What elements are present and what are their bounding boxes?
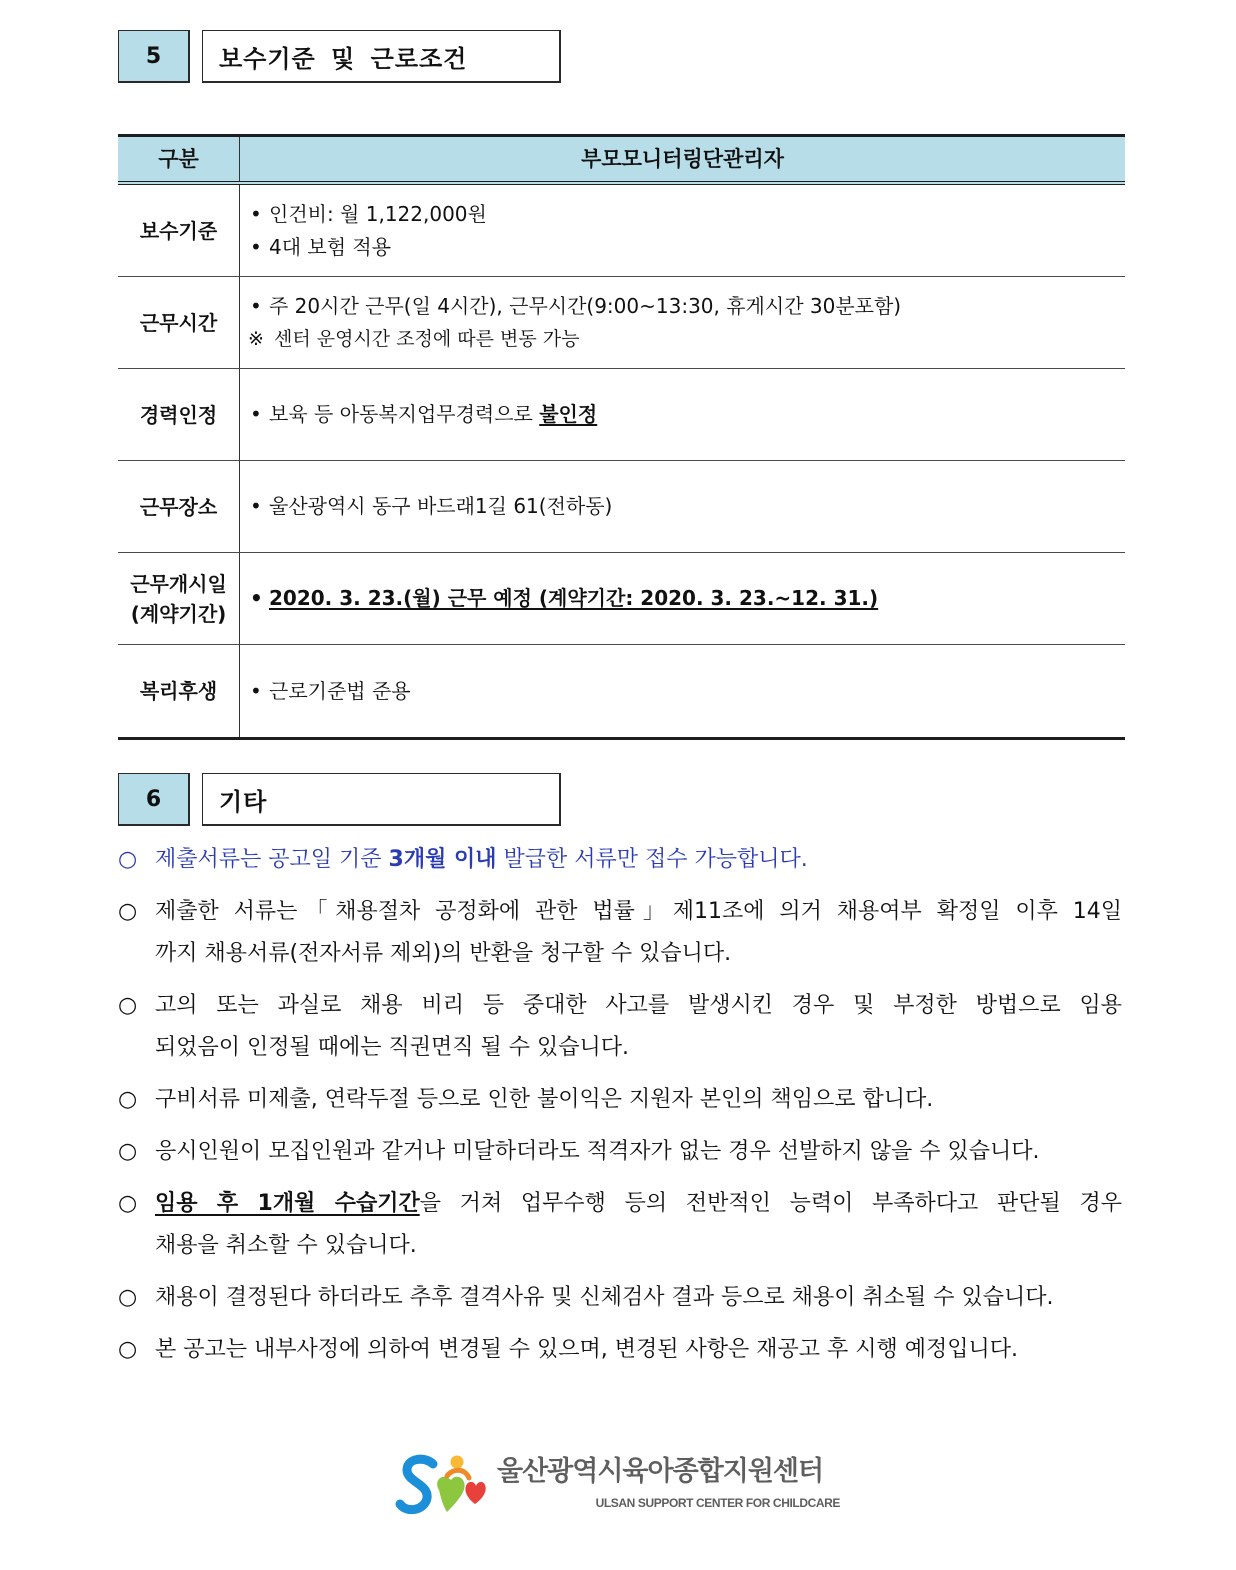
note-line: 채용을 취소할 수 있습니다. (155, 1233, 417, 1258)
bullet-marker: • (250, 234, 262, 259)
content-line (250, 582, 1115, 615)
content-text: 울산광역시 동구 바드래1길 61(전하동) (269, 494, 613, 518)
section-5-heading (118, 30, 561, 83)
bullet-marker: • (250, 678, 262, 703)
note-text (155, 1277, 1122, 1319)
row-content (240, 553, 1125, 644)
note-text (155, 985, 1122, 1069)
list-item (118, 1329, 1122, 1371)
content-text: 인건비: 월 1,122,000원 (269, 201, 487, 226)
header-category: 구분 (118, 137, 240, 181)
note-line (155, 839, 1122, 881)
bullet-marker: • (250, 201, 262, 226)
notes-list (118, 839, 1122, 1381)
circle-marker: ○ (118, 1191, 138, 1216)
row-label-text: 경력인정 (139, 402, 218, 427)
note-line: 구비서류 미제출, 연락두절 등으로 인한 불이익은 지원자 본인의 책임으로 합니다. (155, 1087, 934, 1112)
row-label (118, 461, 240, 552)
row-label-text: 근무시간 (139, 310, 218, 335)
center-logo-icon (395, 1452, 489, 1518)
content-text: 4대 보험 적용 (269, 234, 392, 259)
row-label (118, 277, 240, 368)
content-line (250, 675, 1115, 708)
row-content (240, 185, 1125, 276)
row-label-text: 근무개시일 (130, 571, 227, 596)
row-label-subtext: (계약기간) (130, 601, 227, 626)
table-row-welfare (118, 645, 1125, 737)
reference-mark: ※ (248, 327, 264, 350)
note-text (155, 1079, 1122, 1121)
content-text: 센터 운영시간 조정에 따른 변동 가능 (274, 327, 580, 350)
table-row-work-hours (118, 277, 1125, 369)
content-line (250, 398, 1115, 431)
note-line: 채용이 결정된다 하더라도 추후 결격사유 및 신체검사 결과 등으로 채용이 취소될 수 있습니다. (155, 1285, 1054, 1310)
content-line (250, 198, 1115, 231)
content-text: 주 20시간 근무(일 4시간), 근무시간(9:00~13:30, 휴게시간 30분포함) (269, 293, 902, 318)
note-text (155, 891, 1122, 975)
section-6-title: 기타 (202, 773, 561, 826)
section-6-number: 6 (118, 773, 190, 826)
note-line: 제출한 서류는「채용절차 공정화에 관한 법률」제11조에 의거 채용여부 확정일 이후 14일 (155, 899, 1122, 924)
list-item (118, 985, 1122, 1069)
section-6-heading (118, 773, 561, 826)
content-line (250, 290, 1115, 323)
circle-marker: ○ (118, 1285, 138, 1310)
note-line: 고의 또는 과실로 채용 비리 등 중대한 사고를 발생시킨 경우 및 부정한 방법으로 임용 (155, 993, 1122, 1018)
organization-name-english: ULSAN SUPPORT CENTER FOR CHILDCARE (595, 1496, 840, 1510)
header-position: 부모모니터링단관리자 (581, 146, 784, 171)
circle-marker: ○ (118, 847, 138, 872)
conditions-table (118, 134, 1125, 740)
list-item (118, 1277, 1122, 1319)
table-row-work-location (118, 461, 1125, 553)
content-note-line (250, 323, 1115, 356)
row-label (118, 645, 240, 737)
list-item (118, 839, 1122, 881)
circle-marker: ○ (118, 899, 138, 924)
row-label (118, 553, 240, 644)
table-row-start-date (118, 553, 1125, 645)
note-line: 되었음이 인정될 때에는 직권면직 될 수 있습니다. (155, 1035, 629, 1060)
row-label-text: 보수기준 (139, 218, 218, 243)
note-text-segment: 발급한 서류만 접수 가능합니다. (496, 847, 808, 872)
row-label (118, 369, 240, 460)
table-row-career-recognition (118, 369, 1125, 461)
note-text (155, 839, 1122, 881)
circle-marker: ○ (118, 1337, 138, 1362)
bullet-marker: • (250, 402, 262, 426)
content-text: 보육 등 아동복지업무경력으로 (269, 402, 540, 426)
bullet-marker: • (250, 586, 263, 610)
content-line (250, 490, 1115, 523)
content-emphasis: 불인정 (539, 402, 598, 426)
bullet-marker: • (250, 293, 262, 318)
section-5-number: 5 (118, 30, 190, 83)
note-text (155, 1329, 1122, 1371)
note-emphasis: 3개월 이내 (388, 847, 497, 872)
row-label-text: 근무장소 (139, 494, 218, 519)
list-item (118, 1183, 1122, 1267)
list-item (118, 1131, 1122, 1173)
organization-name: 울산광역시육아종합지원센터 (497, 1456, 824, 1487)
note-line: 본 공고는 내부사정에 의하여 변경될 수 있으며, 변경된 사항은 재공고 후 시행 예정입니다. (155, 1337, 1018, 1362)
content-emphasis: 2020. 3. 23.(월) 근무 예정 (계약기간: 2020. 3. 23.~12. 31.) (269, 586, 879, 610)
note-line (155, 1183, 1122, 1225)
note-line: 응시인원이 모집인원과 같거나 미달하더라도 적격자가 없는 경우 선발하지 않을 수 있습니다. (155, 1139, 1040, 1164)
note-line: 까지 채용서류(전자서류 제외)의 반환을 청구할 수 있습니다. (155, 941, 732, 966)
note-text-segment: 을 거쳐 업무수행 등의 전반적인 능력이 부족하다고 판단될 경우 (419, 1191, 1122, 1216)
list-item (118, 1079, 1122, 1121)
content-text: 근로기준법 준용 (269, 678, 411, 703)
footer-logo (395, 1450, 845, 1520)
row-label-text: 복리후생 (139, 679, 218, 703)
note-emphasis: 임용 후 1개월 수습기간 (155, 1191, 420, 1216)
table-header-row (118, 137, 1125, 185)
section-5-title: 보수기준 및 근로조건 (202, 30, 561, 83)
table-row-pay-standard (118, 185, 1125, 277)
row-content (240, 369, 1125, 460)
note-text (155, 1131, 1122, 1173)
row-content (240, 461, 1125, 552)
content-line (250, 231, 1115, 264)
list-item (118, 891, 1122, 975)
row-label (118, 185, 240, 276)
row-content (240, 645, 1125, 737)
note-text (155, 1183, 1122, 1267)
row-content (240, 277, 1125, 368)
circle-marker: ○ (118, 993, 138, 1018)
circle-marker: ○ (118, 1087, 138, 1112)
circle-marker: ○ (118, 1139, 138, 1164)
note-text-segment: 제출서류는 공고일 기준 (155, 847, 389, 872)
bullet-marker: • (250, 494, 262, 518)
